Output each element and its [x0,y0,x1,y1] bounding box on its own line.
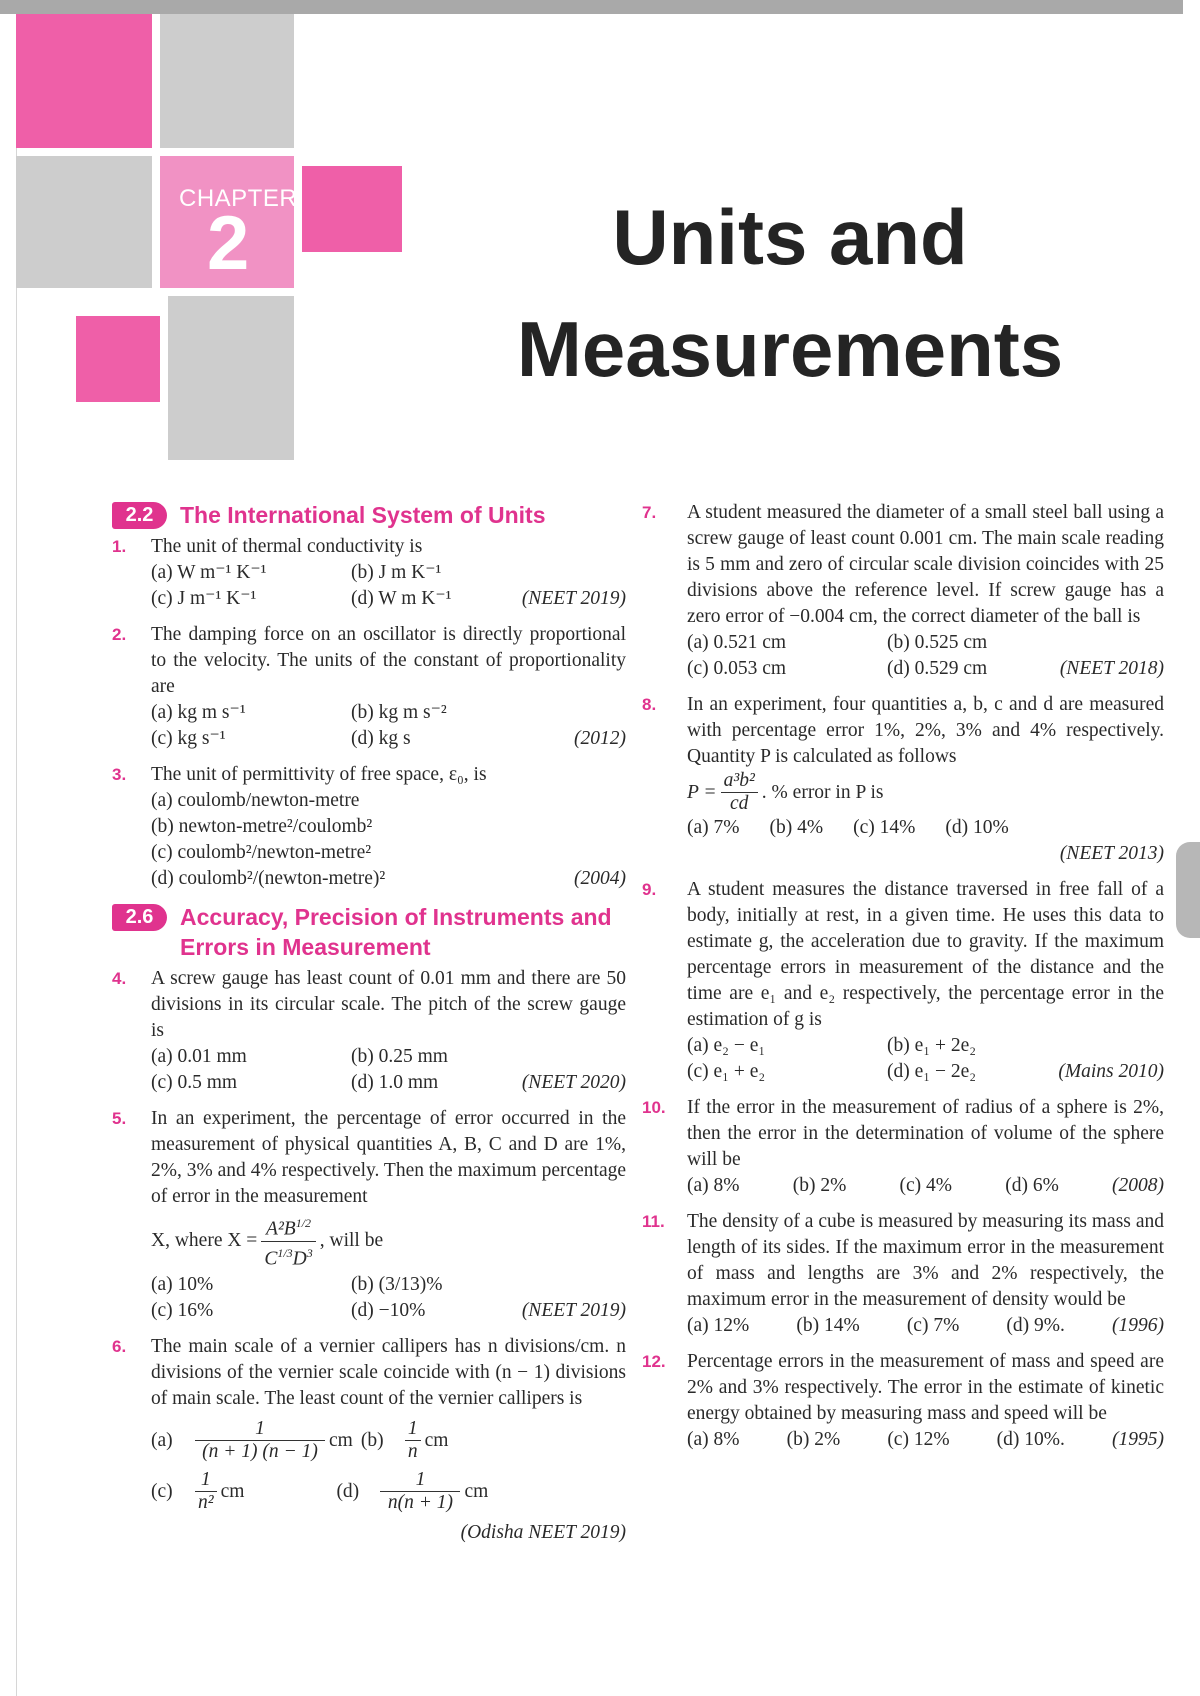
question-2 [106,622,626,752]
question-source: (Odisha NEET 2019) [460,1522,626,1543]
option-b[interactable]: (b) newton-metre²/coulomb² [151,816,373,837]
option-d-unit: cm [464,1480,489,1502]
question-8 [642,692,1164,867]
question-source: (NEET 2020) [521,1072,626,1093]
option-b-numerator: 1 [405,1418,421,1441]
formula-denominator-d: D [292,1248,307,1269]
option-b[interactable]: (b) J m K⁻¹ [351,562,442,583]
option-d[interactable]: (d) −10% [351,1300,426,1321]
decor-square-pink [76,316,160,402]
option-b-denominator: n [407,1441,418,1462]
section-badge: 2.6 [112,904,167,931]
question-3 [106,762,626,892]
question-text: Percentage errors in the measurement of mass and speed are 2% and 3% respectively. The error in the estimate of kinetic energy obtained by measuring mass and speed will be [687,1351,1164,1424]
question-number: 5. [112,1109,127,1128]
option-d-numerator: 1 [380,1469,460,1492]
option-b[interactable]: (b) (3/13)% [351,1274,443,1295]
question-number: 7. [642,503,657,522]
option-d[interactable]: (d) [336,1480,360,1502]
question-source: (1995) [1112,1429,1164,1450]
question-text: A screw gauge has least count of 0.01 mm and there are 50 divisions in its circular scale. The pitch of the screw gauge is [151,968,626,1041]
question-text: In an experiment, the percentage of error occurred in the measurement of physical quantities A, B, C and D are 1%, 2%, 3% and 4% respectively. Then the maximum percentage of error in the measurement [151,1108,626,1207]
decor-square-grey [16,156,152,288]
decor-square-grey [160,14,294,148]
option-c[interactable]: (c) [151,1480,173,1502]
question-text: In an experiment, four quantities a, b, c and d are measured with percentage error 1%, 2%, 3% and 4% respectively. Quantity P is calculated as follows [687,694,1164,767]
option-d[interactable]: (d) 10% [945,817,1009,838]
question-number: 10. [642,1098,666,1117]
top-scan-edge [0,0,1183,14]
left-column [106,500,626,1556]
formula-prefix: X, where X = [151,1230,258,1251]
chapter-title-line1: Units and [612,193,968,281]
question-number: 6. [112,1337,127,1356]
question-number: 1. [112,537,127,556]
question-text: The damping force on an oscillator is directly proportional to the velocity. The units of the constant of proportionality are [151,624,626,697]
option-a[interactable]: (a) [151,1429,173,1451]
question-5 [106,1106,626,1324]
question-9 [642,877,1164,1085]
option-d[interactable]: (d) 1.0 mm [351,1072,439,1093]
chapter-title-line2: Measurements [516,305,1064,393]
question-text: If the error in the measurement of radius of a sphere is 2%, then the error in the determination of volume of the sphere will be [687,1097,1164,1170]
question-text: The unit of thermal conductivity is [151,536,423,557]
option-d[interactable]: (d) kg s [351,728,411,749]
formula-denominator-c: C [264,1248,278,1269]
option-b[interactable]: (b) [360,1429,384,1451]
option-b[interactable]: (b) kg m s⁻² [351,702,447,723]
option-a[interactable]: (a) e₂ − e₁ [687,1035,766,1056]
question-source: (2012) [574,728,626,749]
question-12 [642,1349,1164,1453]
question-source: (2004) [574,868,626,889]
option-a[interactable]: (a) 7% [687,817,740,838]
formula-fraction [261,1212,315,1270]
question-number: 3. [112,765,127,784]
option-c[interactable]: (c) coulomb²/newton-metre² [151,842,372,863]
option-d[interactable]: (d) 6% [1005,1175,1059,1196]
side-scroll-tab[interactable] [1176,842,1200,938]
option-b[interactable]: (b) e₁ + 2e₂ [887,1035,977,1056]
question-text: The unit of permittivity of free space, ε₀, is [151,764,487,785]
option-c[interactable]: (c) kg s⁻¹ [151,728,226,749]
formula-prefix: P = [687,781,717,803]
option-d[interactable]: (d) e₁ − 2e₂ [887,1061,977,1082]
formula-suffix: , will be [319,1230,384,1251]
section-heading [106,500,626,530]
question-text: A student measured the diameter of a small steel ball using a screw gauge of least count 0.001 cm. The main scale reading is 5 mm and zero of circular scale division coincides with 25 divisions above the reference level. If screw gauge has a zero error of −0.004 cm, the correct diameter of the ball is [687,502,1164,627]
option-a[interactable]: (a) 12% [687,1315,750,1336]
option-b[interactable]: (b) 2% [786,1429,841,1450]
option-a[interactable]: (a) 8% [687,1175,740,1196]
option-d-denominator: n(n + 1) [387,1492,454,1513]
section-title: The International System of Units [180,502,546,528]
formula-denominator: cd [729,793,749,814]
option-b-unit: cm [424,1429,449,1451]
question-source: (NEET 2019) [521,588,626,609]
question-text: A student measures the distance traversed in free fall of a body, initially at rest, in a given time. He uses this data to estimate g, the acceleration due to gravity. If the maximum percentage errors in measurement of the distance and the time are e₁ and e₂ respectively, the percentage error in the estimation of g is [687,879,1164,1030]
option-c[interactable]: (c) 14% [853,817,916,838]
formula-exponent-d: 3 [306,1245,313,1260]
question-7 [642,500,1164,682]
option-c[interactable]: (c) 0.053 cm [687,658,787,679]
option-d[interactable]: (d) W m K⁻¹ [351,588,452,609]
formula-numerator: a³b² [721,770,758,793]
option-a[interactable]: (a) 10% [151,1274,214,1295]
option-a[interactable]: (a) W m⁻¹ K⁻¹ [151,562,267,583]
question-number: 12. [642,1352,666,1371]
question-number: 11. [642,1212,665,1231]
question-source: (Mains 2010) [1058,1061,1164,1082]
section-heading [106,902,626,962]
option-d[interactable]: (d) 9%. [1006,1315,1065,1336]
question-source: (1996) [1112,1315,1164,1336]
option-d[interactable]: (d) coulomb²/(newton-metre)² [151,868,386,889]
question-source: (NEET 2013) [1059,843,1164,864]
option-a-denominator: (n + 1) (n − 1) [202,1441,318,1462]
question-number: 9. [642,880,657,899]
option-a[interactable]: (a) coulomb/newton-metre [151,790,360,811]
question-number: 8. [642,695,657,714]
decor-square-pink [16,14,152,148]
option-b[interactable]: (b) 14% [796,1315,860,1336]
option-b[interactable]: (b) 0.25 mm [351,1046,448,1067]
question-text: The density of a cube is measured by measuring its mass and length of its sides. If the maximum error in the measurement of mass and lengths are 3% and 2% respectively, the maximum error in the measurement of density would be [687,1211,1164,1310]
question-source: (NEET 2018) [1059,658,1164,679]
option-a[interactable]: (a) 0.01 mm [151,1046,247,1067]
decor-square-grey [168,296,294,460]
right-column [642,500,1164,1463]
option-d[interactable]: (d) 0.529 cm [887,658,988,679]
option-c[interactable]: (c) 7% [906,1315,960,1336]
section-title: Accuracy, Precision of Instruments and Errors in Measurement [180,904,612,960]
decor-square-pink [302,166,402,252]
option-c-unit: cm [220,1480,245,1502]
option-c[interactable]: (c) 16% [151,1300,214,1321]
option-c[interactable]: (c) 0.5 mm [151,1072,238,1093]
option-c[interactable]: (c) 12% [887,1429,950,1450]
question-1 [106,534,626,612]
formula-numerator: A²B [266,1218,296,1240]
question-number: 2. [112,625,127,644]
option-b[interactable]: (b) 0.525 cm [887,632,988,653]
chapter-number: 2 [207,201,250,286]
formula-exponent-c: 1/3 [277,1245,293,1260]
formula-numerator-exponent: 1/2 [295,1216,312,1230]
chapter-label: CHAPTER [179,185,298,212]
option-c[interactable]: (c) J m⁻¹ K⁻¹ [151,588,257,609]
question-source: (NEET 2019) [521,1300,626,1321]
question-6 [106,1334,626,1546]
question-number: 4. [112,969,127,988]
option-a-numerator: 1 [195,1418,325,1441]
question-4 [106,966,626,1096]
question-source: (2008) [1112,1175,1164,1196]
option-a[interactable]: (a) 0.521 cm [687,632,787,653]
option-c[interactable]: (c) e₁ + e₂ [687,1061,766,1082]
section-badge: 2.2 [112,502,167,529]
option-a-unit: cm [329,1429,353,1451]
question-10 [642,1095,1164,1199]
option-b[interactable]: (b) 4% [769,817,824,838]
option-c-numerator: 1 [195,1469,217,1492]
option-b[interactable]: (b) 2% [792,1175,847,1196]
option-a[interactable]: (a) 8% [687,1429,740,1450]
formula-suffix: . % error in P is [761,781,884,803]
option-a[interactable]: (a) kg m s⁻¹ [151,702,246,723]
question-text: The main scale of a vernier callipers has n divisions/cm. n divisions of the vernier scale coincide with (n − 1) divisions of main scale. The least count of the vernier callipers is [151,1336,626,1409]
option-c[interactable]: (c) 4% [899,1175,953,1196]
question-11 [642,1209,1164,1339]
option-c-denominator: n² [198,1492,214,1513]
option-d[interactable]: (d) 10%. [996,1429,1065,1450]
